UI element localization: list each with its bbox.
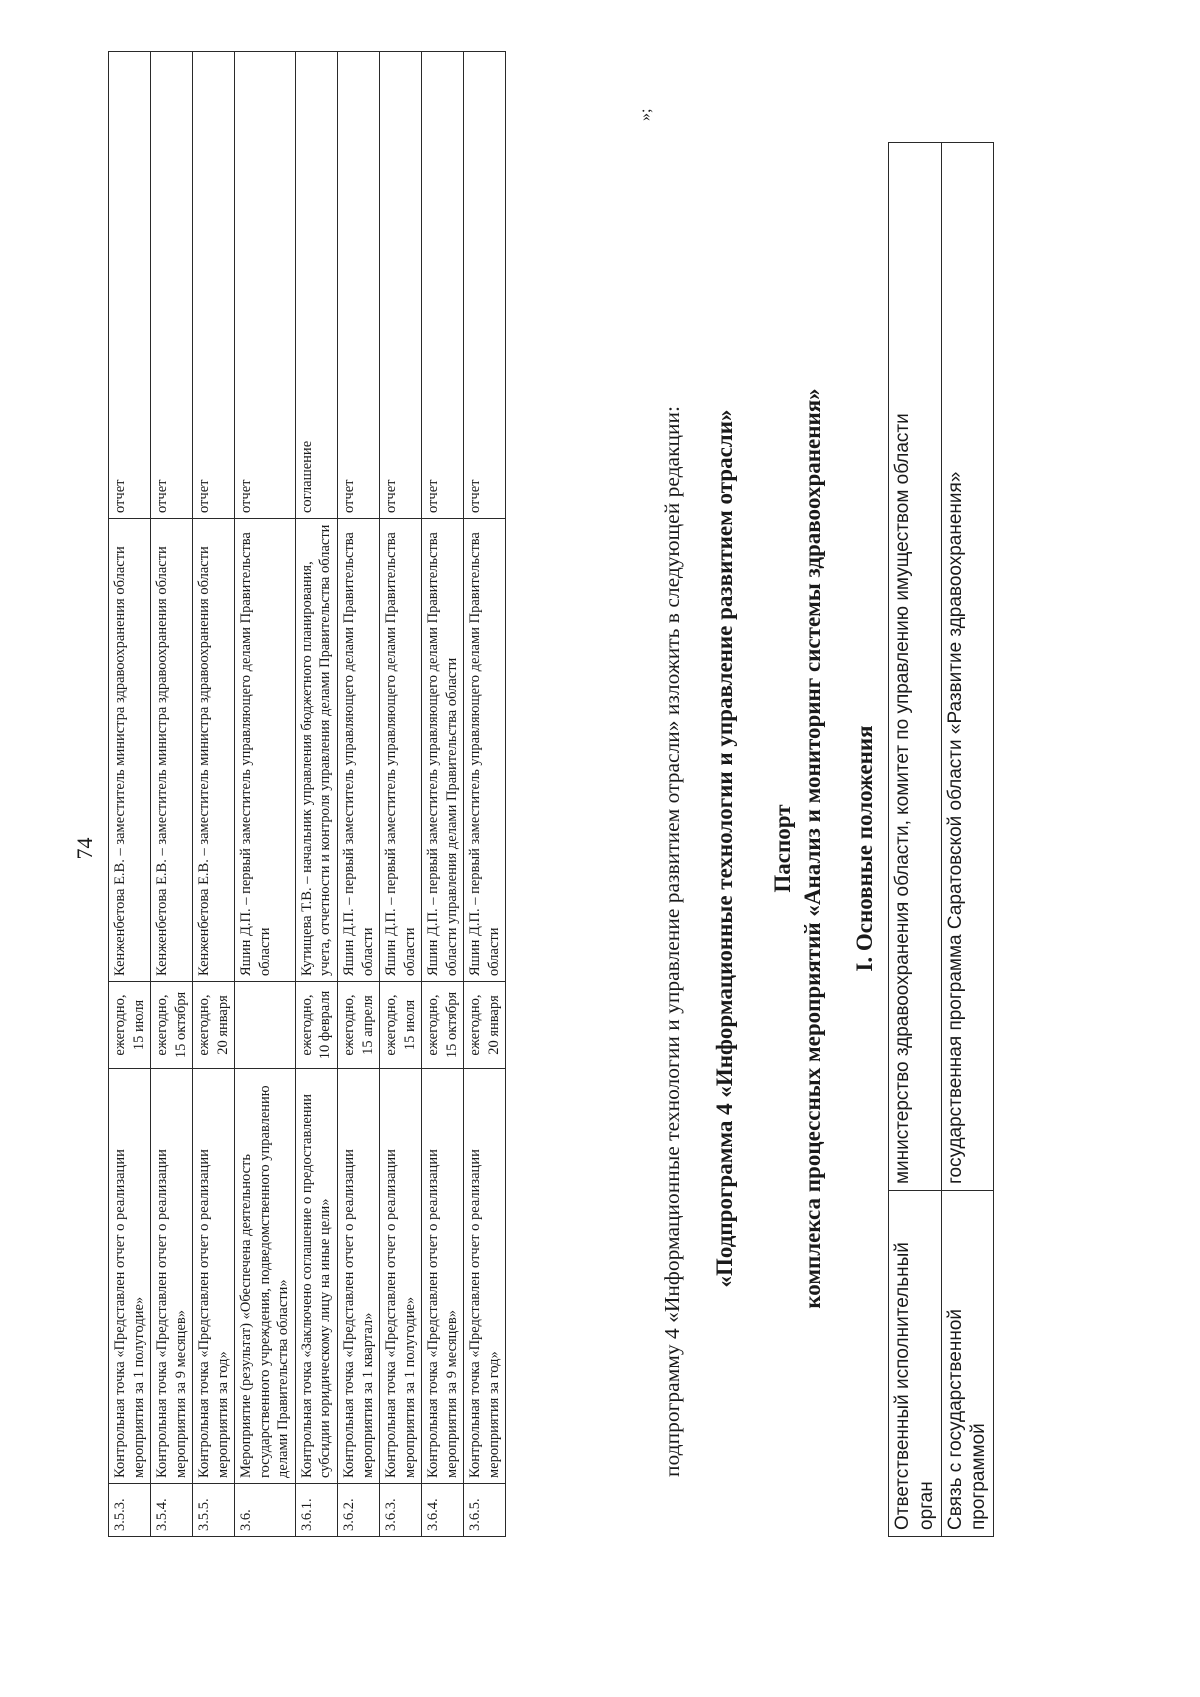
table-row (380, 52, 422, 1537)
responsible-cell: Кенженбетова Е.В. – заместитель министра здравоохранения области (193, 519, 235, 982)
table-row (464, 52, 506, 1537)
date-cell: ежегодно, 20 января (193, 982, 235, 1069)
responsible-cell: Яшин Д.П. – первый заместитель управляющего делами Правительства области (235, 519, 296, 982)
passport-table (888, 142, 994, 1537)
table-trailing-mark: »; (637, 108, 654, 121)
passport-title: Паспорт (770, 804, 795, 893)
table-row (338, 52, 380, 1537)
table-row (151, 52, 193, 1537)
passport-value: министерство здравоохранения области, комитет по управлению имуществом области (889, 143, 942, 1191)
responsible-cell: Кенженбетова Е.В. – заместитель министра здравоохранения области (109, 519, 151, 982)
passport-subtitle: комплекса процессных мероприятий «Анализ и мониторинг системы здравоохранения» (800, 388, 825, 1309)
responsible-cell: Кутищева Т.В. – начальник управления бюджетного планирования, учета, отчетности и контроля управления делами Правительства области (295, 519, 337, 982)
document-cell: отчет (464, 52, 506, 519)
responsible-cell: Яшин Д.П. – первый заместитель управляющего делами Правительства области (464, 519, 506, 982)
event-cell: Контрольная точка «Представлен отчет о реализации мероприятия за 9 месяцев» (422, 1069, 464, 1484)
table-row (235, 52, 296, 1537)
page-number: 74 (72, 837, 97, 860)
document-cell: соглашение (295, 52, 337, 519)
date-cell: ежегодно, 15 апреля (338, 982, 380, 1069)
subprogram-heading: «Подпрограмма 4 «Информационные технологии и управление развитием отрасли» (712, 409, 737, 1288)
date-cell: ежегодно, 20 января (464, 982, 506, 1069)
responsible-cell: Кенженбетова Е.В. – заместитель министра здравоохранения области (151, 519, 193, 982)
section-heading: I. Основные положения (852, 725, 877, 972)
row-number: 3.6.2. (338, 1484, 380, 1537)
responsible-cell: Яшин Д.П. – первый заместитель управляющего делами Правительства области (338, 519, 380, 982)
row-number: 3.6.1. (295, 1484, 337, 1537)
date-cell: ежегодно, 15 июля (380, 982, 422, 1069)
document-cell: отчет (109, 52, 151, 519)
responsible-cell: Яшин Д.П. – первый заместитель управляющего делами Правительства области (380, 519, 422, 982)
document-cell: отчет (338, 52, 380, 519)
responsible-cell: Яшин Д.П. – первый заместитель управляющего делами Правительства области управления делами Правительства области (422, 519, 464, 982)
event-cell: Контрольная точка «Представлен отчет о реализации мероприятия за 1 полугодие» (109, 1069, 151, 1484)
events-table (108, 51, 506, 1537)
event-cell: Мероприятие (результат) «Обеспечена деятельность государственного учреждения, подведомственного управлению делами Правительства области» (235, 1069, 296, 1484)
event-cell: Контрольная точка «Представлен отчет о реализации мероприятия за год» (193, 1069, 235, 1484)
row-number: 3.5.4. (151, 1484, 193, 1537)
date-cell: ежегодно, 15 июля (109, 982, 151, 1069)
row-number: 3.5.3. (109, 1484, 151, 1537)
date-cell: ежегодно, 10 февраля (295, 982, 337, 1069)
table-row (109, 52, 151, 1537)
table-row (295, 52, 337, 1537)
row-number: 3.6. (235, 1484, 296, 1537)
passport-label: Ответственный исполнительный орган (889, 1191, 942, 1537)
row-number: 3.6.5. (464, 1484, 506, 1537)
row-number: 3.5.5. (193, 1484, 235, 1537)
date-cell (235, 982, 296, 1069)
event-cell: Контрольная точка «Представлен отчет о реализации мероприятия за 1 полугодие» (380, 1069, 422, 1484)
intro-paragraph: подпрограмму 4 «Информационные технологии и управление развитием отрасли» изложить в следующей редакции: (660, 405, 684, 1477)
row-number: 3.6.4. (422, 1484, 464, 1537)
table-row (422, 52, 464, 1537)
event-cell: Контрольная точка «Представлен отчет о реализации мероприятия за 9 месяцев» (151, 1069, 193, 1484)
date-cell: ежегодно, 15 октября (422, 982, 464, 1069)
document-cell: отчет (235, 52, 296, 519)
document-cell: отчет (380, 52, 422, 519)
passport-label: Связь с государственной программой (941, 1191, 994, 1537)
document-cell: отчет (422, 52, 464, 519)
passport-row (941, 143, 994, 1537)
row-number: 3.6.3. (380, 1484, 422, 1537)
event-cell: Контрольная точка «Представлен отчет о реализации мероприятия за 1 квартал» (338, 1069, 380, 1484)
passport-value: государственная программа Саратовской области «Развитие здравоохранения» (941, 143, 994, 1191)
document-cell: отчет (151, 52, 193, 519)
event-cell: Контрольная точка «Заключено соглашение о предоставлении субсидии юридическому лицу на иные цели» (295, 1069, 337, 1484)
event-cell: Контрольная точка «Представлен отчет о реализации мероприятия за год» (464, 1069, 506, 1484)
date-cell: ежегодно, 15 октября (151, 982, 193, 1069)
table-row (193, 52, 235, 1537)
passport-row (889, 143, 942, 1537)
document-cell: отчет (193, 52, 235, 519)
